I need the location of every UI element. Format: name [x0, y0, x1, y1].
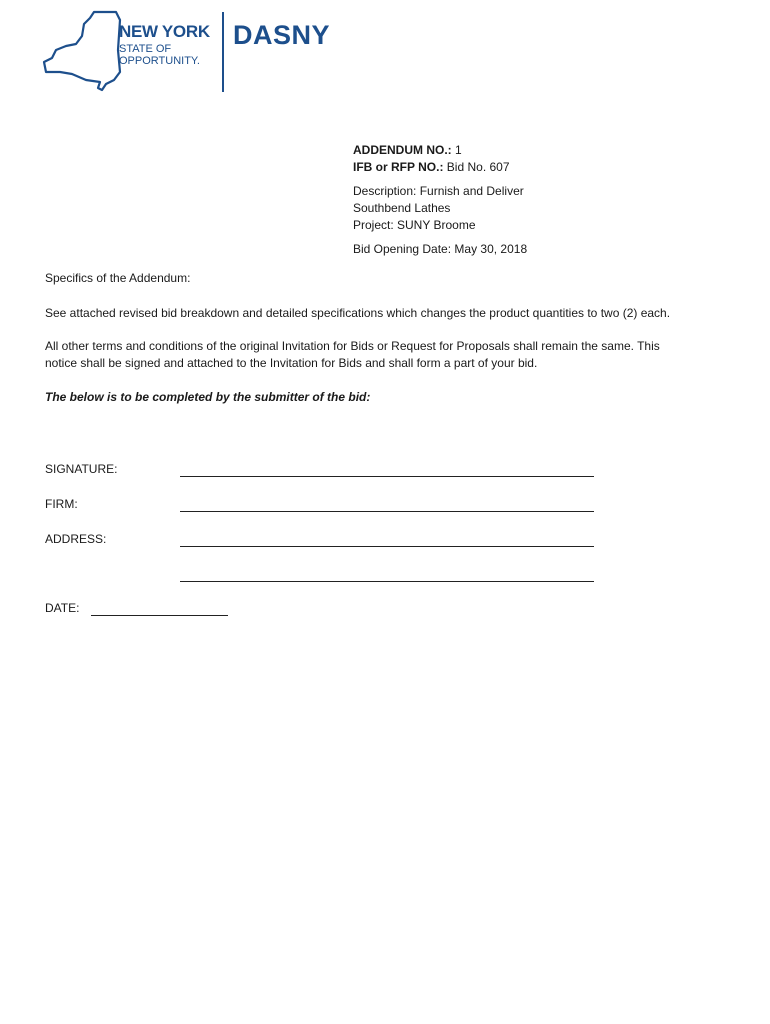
header-logo [42, 10, 342, 94]
logo-ny-line1: STATE OF [119, 43, 172, 55]
project-line: Project: SUNY Broome [353, 218, 476, 232]
paragraph-2-line1: All other terms and conditions of the original Invitation for Bids or Request for Proposals shall remain the same. This [45, 339, 660, 353]
ifb-number [353, 159, 510, 176]
description-line1: Description: Furnish and Deliver [353, 184, 524, 198]
address-line-2[interactable] [180, 580, 594, 582]
specifics-heading: Specifics of the Addendum: [45, 271, 191, 285]
firm-line[interactable] [180, 510, 594, 512]
description-line2: Southbend Lathes [353, 201, 451, 215]
addendum-value: 1 [455, 143, 462, 157]
date-line[interactable] [91, 614, 228, 616]
paragraph-2-line2: notice shall be signed and attached to the Invitation for Bids and shall form a part of your bid. [45, 356, 538, 370]
signature-label: SIGNATURE: [45, 462, 118, 476]
address-label: ADDRESS: [45, 532, 107, 546]
date-label: DATE: [45, 601, 80, 615]
paragraph-1: See attached revised bid breakdown and detailed specifications which changes the product quantities to two (2) each. [45, 306, 671, 320]
logo-ny-title: NEW YORK [119, 22, 210, 41]
logo-ny-line2: OPPORTUNITY. [119, 55, 200, 67]
signature-line[interactable] [180, 475, 594, 477]
ifb-label: IFB or RFP NO.: [353, 160, 444, 174]
bid-opening-date: Bid Opening Date: May 30, 2018 [353, 242, 528, 256]
ifb-value: Bid No. 607 [446, 160, 510, 174]
new-york-state-outline-icon [42, 10, 122, 94]
address-line-1[interactable] [180, 545, 594, 547]
addendum-label: ADDENDUM NO.: [353, 143, 452, 157]
firm-label: FIRM: [45, 497, 78, 511]
addendum-number [353, 142, 462, 159]
logo-divider [222, 12, 224, 92]
submitter-note: The below is to be completed by the submitter of the bid: [45, 390, 371, 404]
logo-dasny: DASNY [233, 20, 331, 50]
